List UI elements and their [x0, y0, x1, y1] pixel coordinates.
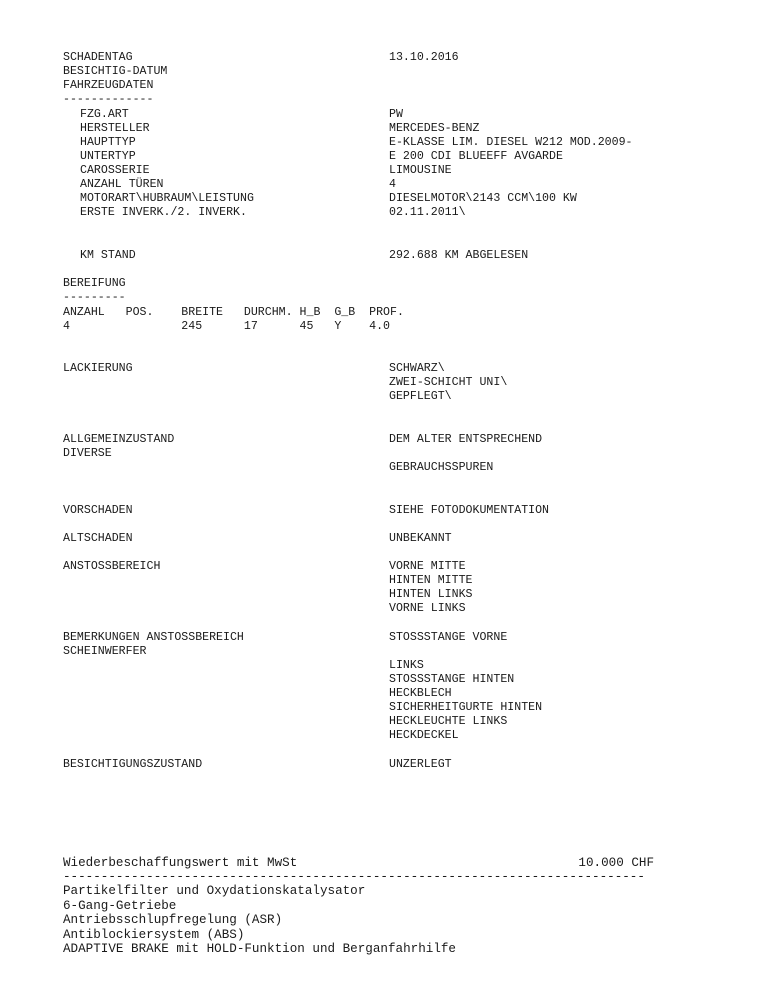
vehicle-value: E-KLASSE LIM. DIESEL W212 MOD.2009- — [389, 136, 633, 149]
vehicle-value: DIESELMOTOR\2143 CCM\100 KW — [389, 192, 577, 205]
fahrzeugdaten-rule: ------------- — [63, 93, 154, 106]
bemerkungen-value: STOSSSTANGE VORNE — [389, 631, 508, 644]
diverse-value: GEBRAUCHSSPUREN — [389, 461, 494, 474]
lackierung-label: LACKIERUNG — [63, 362, 133, 375]
anstossbereich-value: HINTEN MITTE — [389, 574, 473, 587]
scheinwerfer-value: LINKS — [389, 659, 424, 672]
vehicle-label: HAUPTTYP — [80, 136, 136, 149]
anstossbereich-value: HINTEN LINKS — [389, 588, 473, 601]
feature-item: Antriebsschlupfregelung (ASR) — [63, 913, 283, 927]
scheinwerfer-value: STOSSSTANGE HINTEN — [389, 673, 515, 686]
altschaden-value: UNBEKANNT — [389, 532, 452, 545]
vehicle-label: ANZAHL TÜREN — [80, 178, 164, 191]
scheinwerfer-value: SICHERHEITGURTE HINTEN — [389, 701, 543, 714]
scheinwerfer-value: HECKBLECH — [389, 687, 452, 700]
vehicle-label: MOTORART\HUBRAUM\LEISTUNG — [80, 192, 254, 205]
fahrzeugdaten-label: FAHRZEUGDATEN — [63, 79, 154, 92]
anstossbereich-value: VORNE LINKS — [389, 602, 466, 615]
scheinwerfer-label: SCHEINWERFER — [63, 645, 147, 658]
besichtig-datum-label: BESICHTIG-DATUM — [63, 65, 168, 78]
vehicle-value: LIMOUSINE — [389, 164, 452, 177]
vehicle-label: FZG.ART — [80, 108, 129, 121]
schadentag-label: SCHADENTAG — [63, 51, 133, 64]
lackierung-value: ZWEI-SCHICHT UNI\ — [389, 376, 508, 389]
vehicle-label: ERSTE INVERK./2. INVERK. — [80, 206, 247, 219]
vehicle-label: CAROSSERIE — [80, 164, 150, 177]
bemerkungen-label: BEMERKUNGEN ANSTOSSBEREICH — [63, 631, 244, 644]
vehicle-value: PW — [389, 108, 403, 121]
vehicle-value: MERCEDES-BENZ — [389, 122, 480, 135]
bereifung-rule: --------- — [63, 291, 126, 304]
vorschaden-label: VORSCHADEN — [63, 504, 133, 517]
bereifung-title: BEREIFUNG — [63, 277, 126, 290]
feature-item: ADAPTIVE BRAKE mit HOLD-Funktion und Berganfahrhilfe — [63, 942, 456, 956]
diverse-label: DIVERSE — [63, 447, 112, 460]
vehicle-label: UNTERTYP — [80, 150, 136, 163]
vehicle-value: E 200 CDI BLUEEFF AVGARDE — [389, 150, 563, 163]
besichtigungszustand-label: BESICHTIGUNGSZUSTAND — [63, 758, 203, 771]
vehicle-value: 02.11.2011\ — [389, 206, 466, 219]
altschaden-label: ALTSCHADEN — [63, 532, 133, 545]
scheinwerfer-value: HECKLEUCHTE LINKS — [389, 715, 508, 728]
scheinwerfer-value: HECKDECKEL — [389, 729, 459, 742]
vehicle-label: HERSTELLER — [80, 122, 150, 135]
schadentag-value: 13.10.2016 — [389, 51, 459, 64]
wiederbeschaffungswert-label: Wiederbeschaffungswert mit MwSt — [63, 856, 298, 870]
wert-rule: ----------------------------------------------------------------------------- — [63, 870, 645, 884]
allgemeinzustand-label: ALLGEMEINZUSTAND — [63, 433, 175, 446]
lackierung-value: GEPFLEGT\ — [389, 390, 452, 403]
anstossbereich-label: ANSTOSSBEREICH — [63, 560, 161, 573]
lackierung-value: SCHWARZ\ — [389, 362, 445, 375]
vehicle-value: 4 — [389, 178, 396, 191]
vorschaden-value: SIEHE FOTODOKUMENTATION — [389, 504, 550, 517]
km-stand-label: KM STAND — [80, 249, 136, 262]
wiederbeschaffungswert-value: 10.000 CHF — [578, 856, 654, 870]
allgemeinzustand-value: DEM ALTER ENTSPRECHEND — [389, 433, 543, 446]
feature-item: Antiblockiersystem (ABS) — [63, 928, 245, 942]
anstossbereich-value: VORNE MITTE — [389, 560, 466, 573]
tire-table-row: 4 245 17 45 Y 4.0 — [63, 320, 390, 333]
tire-table-header: ANZAHL POS. BREITE DURCHM. H_B G_B PROF. — [63, 306, 404, 319]
feature-item: Partikelfilter und Oxydationskatalysator — [63, 884, 366, 898]
feature-item: 6-Gang-Getriebe — [63, 899, 177, 913]
besichtigungszustand-value: UNZERLEGT — [389, 758, 452, 771]
km-stand-value: 292.688 KM ABGELESEN — [389, 249, 529, 262]
